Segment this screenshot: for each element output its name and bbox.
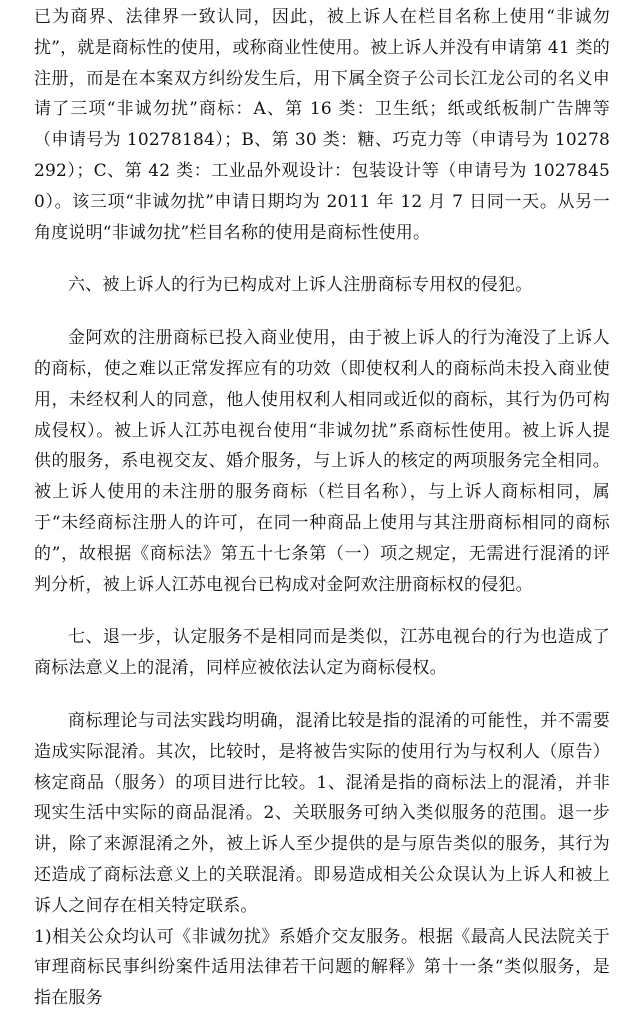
- paragraph-confusion: 商标理论与司法实践均明确，混淆比较是指的混淆的可能性，并不需要造成实际混淆。其次，比较时，是将被告实际的使用行为与权利人（原告）核定商品（服务）的项目进行比较。1、混淆是指的商标法上的混淆，并非现实生活中实际的商品混淆。2、关联服务可纳入类似服务的范围。退一步讲，除了来源混淆之外，被上诉人至少提供的是与原告类似的服务，其行为还造成了商标法意义上的关联混淆。即易造成相关公众误认为上诉人和被上诉人之间存在相关特定联系。: [34, 710, 610, 916]
- heading-section-6: 六、被上诉人的行为已构成对上诉人注册商标专用权的侵犯。: [68, 275, 533, 296]
- paragraph-point-1: 1)相关公众均认可《非诚勿扰》系婚介交友服务。根据《最高人民法院关于审理商标民事纠纷案件适用法律若干问题的解释》第十一条“类似服务，是指在服务: [34, 926, 610, 1009]
- paragraph-infringement: 金阿欢的注册商标已投入商业使用，由于被上诉人的行为淹没了上诉人的商标，使之难以正常发挥应有的功效（即使权利人的商标尚未投入商业使用，未经权利人的同意，他人使用权利人相同或近似的商标，其行为仍可构成侵权）。被上诉人江苏电视台使用“非诚勿扰”系商标性使用。被上诉人提供的服务，系电视交友、婚介服务，与上诉人的核定的两项服务完全相同。被上诉人使用的未注册的服务商标（栏目名称），与上诉人商标相同，属于“未经商标注册人的许可，在同一种商品上使用与其注册商标相同的商标的”，故根据《商标法》第五十七条第（一）项之规定，无需进行混淆的评判分析，被上诉人江苏电视台已构成对金阿欢注册商标权的侵犯。: [34, 328, 610, 595]
- heading-section-7: 七、退一步，认定服务不是相同而是类似，江苏电视台的行为也造成了商标法意义上的混淆，同样应被依法认定为商标侵权。: [34, 627, 610, 679]
- paragraph-trademark-use: 已为商界、法律界一致认同，因此，被上诉人在栏目名称上使用“非诚勿扰”，就是商标性的使用，或称商业性使用。被上诉人并没有申请第 41 类的注册，而是在本案双方纠纷发生后，用下属全资子公司长江龙公司的名义申请了三项“非诚勿扰”商标：A、第 16 类：卫生纸；纸或纸板制广告牌等（申请号为 10278184）；B、第 30 类：糖、巧克力等（申请号为 10278292）；C、第 42 类：工业品外观设计：包装设计等（申请号为 10278450）。该三项“非诚勿扰”申请日期均为 2011 年 12 月 7 日同一天。从另一角度说明“非诚勿扰”栏目名称的使用是商标性使用。: [34, 7, 610, 243]
